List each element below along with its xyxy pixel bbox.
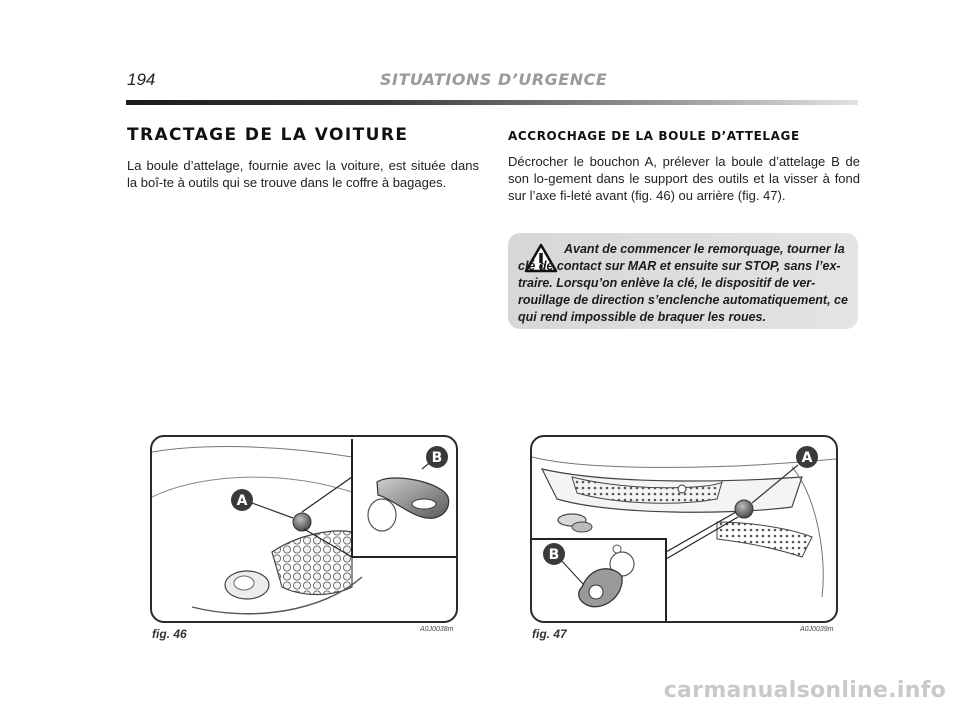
page-number: 194	[127, 70, 156, 89]
section-title: SITUATIONS D’URGENCE	[380, 70, 608, 89]
warning-box	[508, 233, 858, 329]
intro-paragraph: La boule d’attelage, fournie avec la voiture, est située dans la boî-te à outils qui se trouve dans le coffre à bagages.	[127, 158, 479, 190]
figure-46-code: A0J0038m	[420, 626, 454, 633]
callout-a: A	[236, 493, 248, 509]
front-bumper-illustration	[152, 437, 456, 621]
figure-46-illustration	[150, 435, 458, 623]
callout-b: B	[548, 547, 560, 563]
sub-heading: ACCROCHAGE DE LA BOULE D’ATTELAGE	[508, 129, 800, 143]
figure-47-caption: fig. 47	[532, 627, 567, 641]
watermark: carmanualsonline.info	[663, 678, 946, 703]
rear-bumper-illustration	[532, 437, 836, 621]
callout-a: A	[801, 450, 813, 466]
warning-text: Avant de commencer le remorquage, tourner la clé de contact sur MAR et ensuite sur STOP, sans l’ex-traire. Lorsqu’on enlève la clé, le dispositif de ver-rouillage de direction s’enclenche automatiquement, ce qui rend impossible de braquer les roues.	[518, 242, 848, 324]
callout-b: B	[431, 450, 443, 466]
figure-47-code: A0J0039m	[800, 626, 834, 633]
left-column	[127, 125, 479, 191]
figure-46-caption: fig. 46	[152, 627, 187, 641]
main-heading: TRACTAGE DE LA VOITURE	[127, 125, 409, 145]
header-rule	[126, 100, 858, 105]
instruction-paragraph: Décrocher le bouchon A, prélever la boule d’attelage B de son lo-gement dans le support des outils et la visser à fond sur l’axe fi-leté avant (fig. 46) ou arrière (fig. 47).	[508, 154, 860, 203]
figure-47-illustration	[530, 435, 838, 623]
right-column	[508, 125, 860, 204]
